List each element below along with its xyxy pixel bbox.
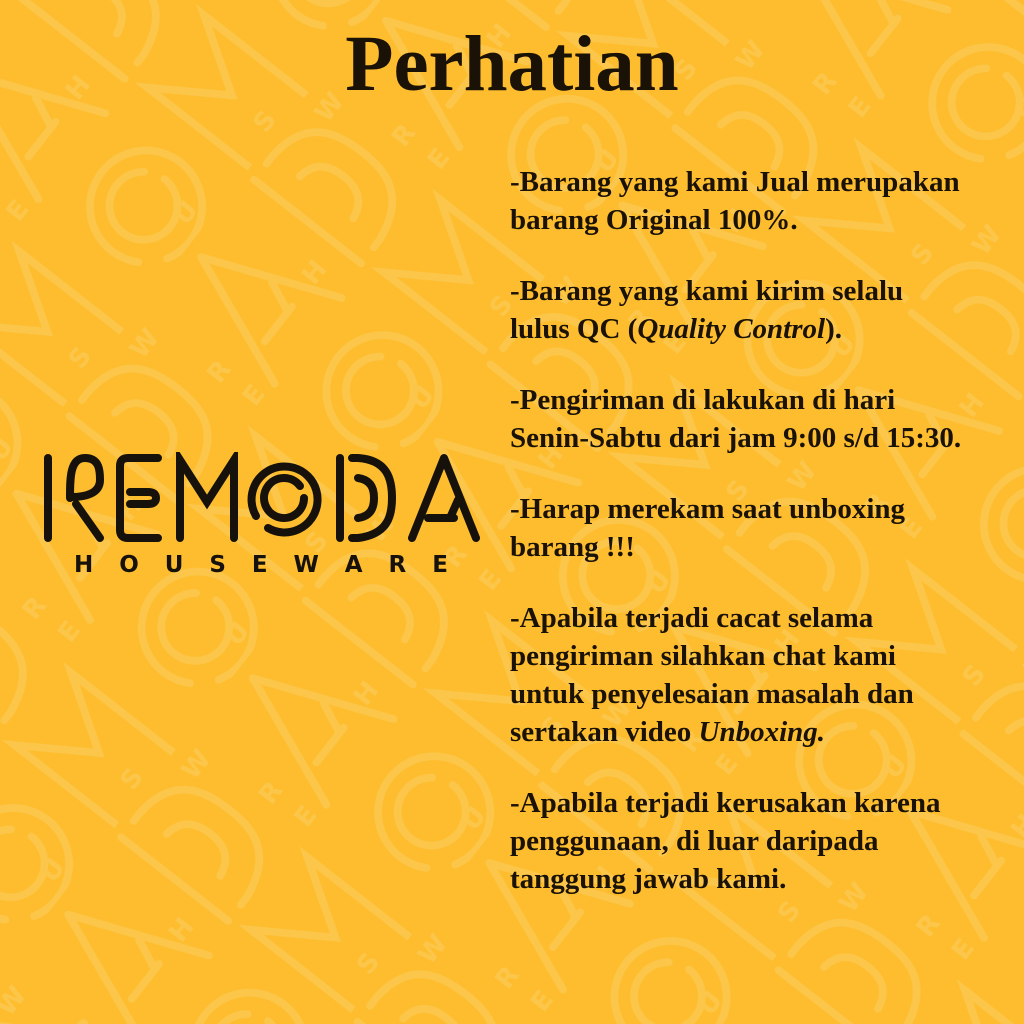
notice-run: lulus QC ( — [510, 313, 638, 345]
notice-run: barang !!! — [510, 531, 635, 563]
logo-tagline-letter: E — [432, 552, 448, 578]
notice-line — [510, 822, 970, 860]
notice-run: untuk penyelesaian masalah dan — [510, 678, 914, 710]
page-title: Perhatian — [345, 21, 679, 108]
notice-line — [510, 599, 970, 637]
notice-run: -Harap merekam saat unboxing — [510, 493, 906, 525]
notice-line — [510, 490, 970, 528]
logo-tagline-letter: U — [164, 552, 184, 578]
notice-line — [510, 528, 970, 566]
notice-paragraph — [510, 784, 970, 898]
logo-tagline-letter: W — [293, 552, 319, 578]
notice-line — [510, 419, 970, 457]
notice-line — [510, 860, 970, 898]
notice-run: -Pengiriman di lakukan di hari — [510, 384, 896, 416]
notice-run: tanggung jawab kami. — [510, 863, 787, 895]
notice-line — [510, 784, 970, 822]
notice-line — [510, 163, 970, 201]
brand-logo — [42, 452, 482, 578]
logo-tagline-letter: O — [119, 552, 139, 578]
logo-tagline-letter: A — [344, 552, 363, 578]
notice-list — [510, 163, 970, 931]
notice-run-italic: Quality Control — [637, 313, 826, 345]
notice-run: pengiriman silahkan chat kami — [510, 640, 896, 672]
logo-tagline — [74, 552, 448, 578]
notice-paragraph — [510, 381, 970, 457]
notice-line — [510, 675, 970, 713]
notice-line — [510, 713, 970, 751]
logo-tagline-letter: S — [209, 552, 226, 578]
logo-tagline-letter: H — [74, 552, 94, 578]
notice-run: -Barang yang kami kirim selalu — [510, 275, 904, 307]
notice-line — [510, 637, 970, 675]
logo-tagline-letter: R — [388, 552, 407, 578]
notice-line — [510, 381, 970, 419]
notice-run: -Barang yang kami Jual merupakan — [510, 166, 960, 198]
notice-line — [510, 310, 970, 348]
notice-line — [510, 201, 970, 239]
notice-paragraph — [510, 272, 970, 348]
notice-paragraph — [510, 599, 970, 751]
notice-run: barang Original 100%. — [510, 204, 798, 236]
notice-run: Senin-Sabtu dari jam 9:00 s/d 15:30. — [510, 422, 962, 454]
notice-paragraph — [510, 163, 970, 239]
notice-run: penggunaan, di luar daripada — [510, 825, 879, 857]
notice-line — [510, 272, 970, 310]
notice-run: -Apabila terjadi cacat selama — [510, 602, 874, 634]
logo-tagline-letter: E — [251, 552, 268, 578]
notice-run-italic: Unboxing. — [698, 716, 826, 748]
remoda-logo-wordmark — [42, 452, 482, 544]
notice-run: -Apabila terjadi kerusakan karena — [510, 787, 941, 819]
notice-run: sertakan video — [510, 716, 699, 748]
notice-run: ). — [825, 313, 842, 345]
notice-paragraph — [510, 490, 970, 566]
